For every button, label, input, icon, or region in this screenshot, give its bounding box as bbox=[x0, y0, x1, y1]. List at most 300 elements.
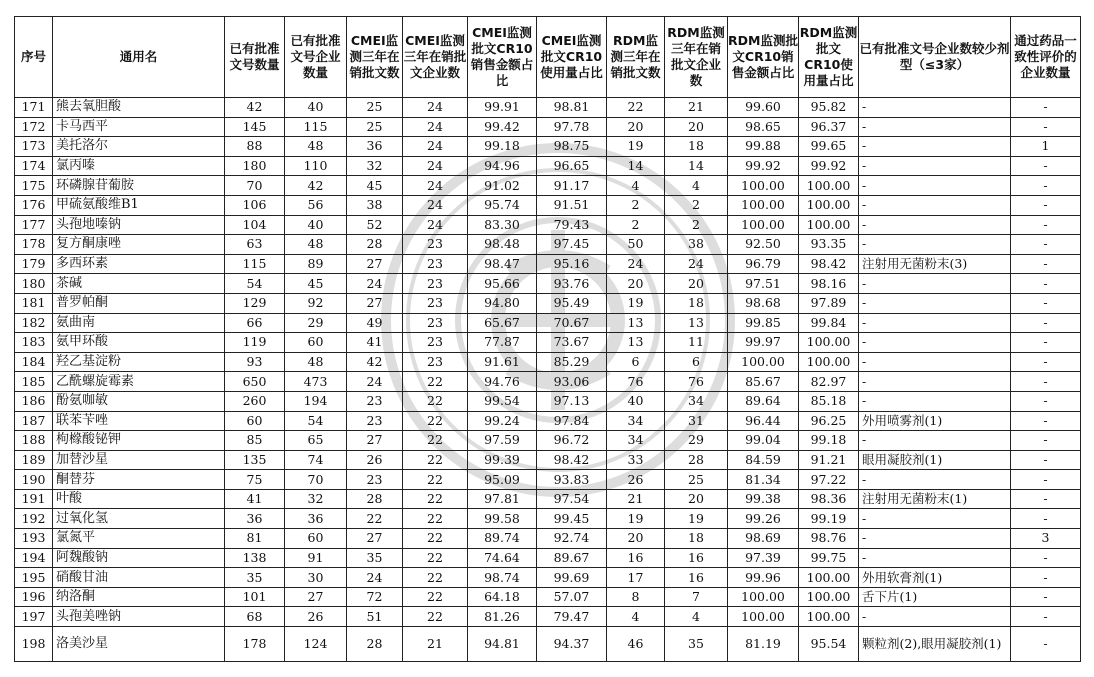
company-count: 92 bbox=[285, 293, 347, 313]
approval-count: 63 bbox=[225, 235, 285, 255]
approval-count: 106 bbox=[225, 195, 285, 215]
cmei-cr10-use: 97.54 bbox=[537, 489, 607, 509]
rdm-cr10-use: 99.84 bbox=[799, 313, 859, 333]
row-number: 196 bbox=[15, 587, 53, 607]
cmei-sold-count: 36 bbox=[347, 137, 403, 157]
cmei-cr10-sales: 99.24 bbox=[468, 411, 537, 431]
cmei-cr10-sales: 99.54 bbox=[468, 391, 537, 411]
rdm-cr10-sales: 97.51 bbox=[728, 274, 799, 294]
cmei-cr10-sales: 97.81 bbox=[468, 489, 537, 509]
rdm-cr10-sales: 99.92 bbox=[728, 156, 799, 176]
dosage-forms: 眼用凝胶剂(1) bbox=[859, 450, 1011, 470]
cmei-company-count: 22 bbox=[403, 431, 468, 451]
cmei-company-count: 22 bbox=[403, 411, 468, 431]
drug-name: 甲硫氨酸维B1 bbox=[53, 195, 225, 215]
rdm-sold-count: 2 bbox=[607, 195, 665, 215]
header-no: 序号 bbox=[15, 17, 53, 98]
cmei-cr10-use: 91.17 bbox=[537, 176, 607, 196]
company-count: 70 bbox=[285, 470, 347, 490]
drug-name: 叶酸 bbox=[53, 489, 225, 509]
rdm-company-count: 2 bbox=[665, 215, 728, 235]
rdm-sold-count: 8 bbox=[607, 587, 665, 607]
table-row bbox=[15, 509, 1081, 529]
rdm-sold-count: 6 bbox=[607, 352, 665, 372]
rdm-cr10-sales: 98.65 bbox=[728, 117, 799, 137]
cmei-company-count: 24 bbox=[403, 98, 468, 118]
table-row bbox=[15, 450, 1081, 470]
cmei-cr10-use: 79.47 bbox=[537, 607, 607, 627]
row-number: 182 bbox=[15, 313, 53, 333]
rdm-sold-count: 19 bbox=[607, 509, 665, 529]
approval-count: 75 bbox=[225, 470, 285, 490]
cmei-company-count: 24 bbox=[403, 156, 468, 176]
cmei-company-count: 22 bbox=[403, 568, 468, 588]
rdm-sold-count: 21 bbox=[607, 489, 665, 509]
approval-count: 41 bbox=[225, 489, 285, 509]
cmei-cr10-sales: 98.48 bbox=[468, 235, 537, 255]
rdm-sold-count: 26 bbox=[607, 470, 665, 490]
consistency-count: - bbox=[1011, 587, 1081, 607]
rdm-company-count: 11 bbox=[665, 333, 728, 353]
consistency-count: - bbox=[1011, 333, 1081, 353]
rdm-company-count: 35 bbox=[665, 627, 728, 662]
rdm-cr10-use: 100.00 bbox=[799, 607, 859, 627]
rdm-sold-count: 20 bbox=[607, 529, 665, 549]
cmei-sold-count: 27 bbox=[347, 254, 403, 274]
cmei-sold-count: 25 bbox=[347, 117, 403, 137]
cmei-sold-count: 28 bbox=[347, 627, 403, 662]
cmei-sold-count: 52 bbox=[347, 215, 403, 235]
cmei-sold-count: 72 bbox=[347, 587, 403, 607]
company-count: 48 bbox=[285, 235, 347, 255]
cmei-cr10-sales: 74.64 bbox=[468, 548, 537, 568]
company-count: 48 bbox=[285, 137, 347, 157]
table-row bbox=[15, 215, 1081, 235]
rdm-sold-count: 50 bbox=[607, 235, 665, 255]
cmei-cr10-use: 93.06 bbox=[537, 372, 607, 392]
drug-name: 头孢地嗪钠 bbox=[53, 215, 225, 235]
dosage-forms: 注射用无菌粉末(3) bbox=[859, 254, 1011, 274]
rdm-cr10-use: 100.00 bbox=[799, 352, 859, 372]
drug-name: 复方酮康唑 bbox=[53, 235, 225, 255]
cmei-cr10-sales: 91.61 bbox=[468, 352, 537, 372]
consistency-count: - bbox=[1011, 450, 1081, 470]
header-rdm-cr10-sales: RDM监测批文CR10销售金额占比 bbox=[728, 17, 799, 98]
cmei-cr10-sales: 99.18 bbox=[468, 137, 537, 157]
approval-count: 145 bbox=[225, 117, 285, 137]
rdm-cr10-sales: 100.00 bbox=[728, 352, 799, 372]
dosage-forms: - bbox=[859, 235, 1011, 255]
cmei-company-count: 22 bbox=[403, 509, 468, 529]
rdm-company-count: 25 bbox=[665, 470, 728, 490]
cmei-cr10-sales: 95.66 bbox=[468, 274, 537, 294]
rdm-cr10-use: 98.42 bbox=[799, 254, 859, 274]
rdm-cr10-sales: 100.00 bbox=[728, 195, 799, 215]
cmei-cr10-use: 95.49 bbox=[537, 293, 607, 313]
approval-count: 135 bbox=[225, 450, 285, 470]
dosage-forms: 外用软膏剂(1) bbox=[859, 568, 1011, 588]
rdm-cr10-use: 100.00 bbox=[799, 195, 859, 215]
approval-count: 93 bbox=[225, 352, 285, 372]
dosage-forms: - bbox=[859, 156, 1011, 176]
table-row bbox=[15, 176, 1081, 196]
cmei-sold-count: 28 bbox=[347, 489, 403, 509]
drug-name: 氯氮平 bbox=[53, 529, 225, 549]
rdm-cr10-sales: 99.60 bbox=[728, 98, 799, 118]
header-rdm-companies: RDM监测三年在销批文企业数 bbox=[665, 17, 728, 98]
dosage-forms: - bbox=[859, 529, 1011, 549]
dosage-forms: - bbox=[859, 98, 1011, 118]
drug-name: 加替沙星 bbox=[53, 450, 225, 470]
cmei-sold-count: 24 bbox=[347, 274, 403, 294]
consistency-count: - bbox=[1011, 431, 1081, 451]
rdm-company-count: 20 bbox=[665, 117, 728, 137]
cmei-cr10-sales: 99.39 bbox=[468, 450, 537, 470]
rdm-cr10-sales: 100.00 bbox=[728, 215, 799, 235]
consistency-count: - bbox=[1011, 470, 1081, 490]
cmei-sold-count: 28 bbox=[347, 235, 403, 255]
company-count: 89 bbox=[285, 254, 347, 274]
rdm-cr10-use: 91.21 bbox=[799, 450, 859, 470]
consistency-count: - bbox=[1011, 352, 1081, 372]
dosage-forms: - bbox=[859, 391, 1011, 411]
row-number: 194 bbox=[15, 548, 53, 568]
header-rdm-cr10-use: RDM监测批文CR10使用量占比 bbox=[799, 17, 859, 98]
rdm-cr10-sales: 96.44 bbox=[728, 411, 799, 431]
cmei-sold-count: 25 bbox=[347, 98, 403, 118]
rdm-company-count: 13 bbox=[665, 313, 728, 333]
cmei-cr10-sales: 64.18 bbox=[468, 587, 537, 607]
consistency-count: - bbox=[1011, 391, 1081, 411]
drug-name: 硝酸甘油 bbox=[53, 568, 225, 588]
cmei-sold-count: 22 bbox=[347, 509, 403, 529]
company-count: 36 bbox=[285, 509, 347, 529]
dosage-forms: - bbox=[859, 431, 1011, 451]
table-row bbox=[15, 274, 1081, 294]
cmei-company-count: 22 bbox=[403, 489, 468, 509]
rdm-sold-count: 22 bbox=[607, 98, 665, 118]
header-name: 通用名 bbox=[53, 17, 225, 98]
cmei-cr10-sales: 83.30 bbox=[468, 215, 537, 235]
consistency-count: - bbox=[1011, 117, 1081, 137]
dosage-forms: - bbox=[859, 215, 1011, 235]
rdm-company-count: 24 bbox=[665, 254, 728, 274]
drug-name: 枸橼酸铋钾 bbox=[53, 431, 225, 451]
rdm-sold-count: 4 bbox=[607, 607, 665, 627]
dosage-forms: - bbox=[859, 333, 1011, 353]
row-number: 186 bbox=[15, 391, 53, 411]
rdm-cr10-use: 100.00 bbox=[799, 176, 859, 196]
drug-name: 酚氨咖敏 bbox=[53, 391, 225, 411]
rdm-sold-count: 19 bbox=[607, 137, 665, 157]
approval-count: 68 bbox=[225, 607, 285, 627]
table-row bbox=[15, 568, 1081, 588]
rdm-cr10-use: 100.00 bbox=[799, 333, 859, 353]
cmei-cr10-use: 91.51 bbox=[537, 195, 607, 215]
table-row bbox=[15, 627, 1081, 662]
cmei-cr10-sales: 94.76 bbox=[468, 372, 537, 392]
rdm-company-count: 20 bbox=[665, 274, 728, 294]
approval-count: 104 bbox=[225, 215, 285, 235]
rdm-cr10-sales: 84.59 bbox=[728, 450, 799, 470]
drug-name: 美托洛尔 bbox=[53, 137, 225, 157]
row-number: 179 bbox=[15, 254, 53, 274]
rdm-cr10-sales: 99.04 bbox=[728, 431, 799, 451]
rdm-sold-count: 20 bbox=[607, 117, 665, 137]
consistency-count: - bbox=[1011, 568, 1081, 588]
cmei-cr10-sales: 99.58 bbox=[468, 509, 537, 529]
company-count: 40 bbox=[285, 98, 347, 118]
consistency-count: - bbox=[1011, 313, 1081, 333]
dosage-forms: - bbox=[859, 372, 1011, 392]
table-row bbox=[15, 235, 1081, 255]
row-number: 197 bbox=[15, 607, 53, 627]
cmei-cr10-use: 93.76 bbox=[537, 274, 607, 294]
cmei-cr10-sales: 98.47 bbox=[468, 254, 537, 274]
rdm-cr10-sales: 98.69 bbox=[728, 529, 799, 549]
rdm-sold-count: 16 bbox=[607, 548, 665, 568]
rdm-cr10-sales: 100.00 bbox=[728, 607, 799, 627]
approval-count: 101 bbox=[225, 587, 285, 607]
rdm-sold-count: 19 bbox=[607, 293, 665, 313]
rdm-sold-count: 17 bbox=[607, 568, 665, 588]
table-row bbox=[15, 431, 1081, 451]
table-row bbox=[15, 254, 1081, 274]
cmei-cr10-sales: 89.74 bbox=[468, 529, 537, 549]
table-row bbox=[15, 470, 1081, 490]
header-rdm-sold: RDM监测三年在销批文数 bbox=[607, 17, 665, 98]
drug-name: 氨曲南 bbox=[53, 313, 225, 333]
header-dosage: 已有批准文号企业数较少剂型（≤3家） bbox=[859, 17, 1011, 98]
drug-data-table bbox=[14, 16, 1081, 662]
cmei-sold-count: 27 bbox=[347, 293, 403, 313]
rdm-company-count: 2 bbox=[665, 195, 728, 215]
cmei-cr10-use: 95.16 bbox=[537, 254, 607, 274]
cmei-company-count: 23 bbox=[403, 352, 468, 372]
consistency-count: 3 bbox=[1011, 529, 1081, 549]
dosage-forms: - bbox=[859, 176, 1011, 196]
table-row bbox=[15, 607, 1081, 627]
drug-name: 酮替芬 bbox=[53, 470, 225, 490]
cmei-sold-count: 35 bbox=[347, 548, 403, 568]
cmei-cr10-use: 98.81 bbox=[537, 98, 607, 118]
rdm-cr10-sales: 99.85 bbox=[728, 313, 799, 333]
company-count: 60 bbox=[285, 529, 347, 549]
rdm-cr10-sales: 99.38 bbox=[728, 489, 799, 509]
rdm-cr10-sales: 99.97 bbox=[728, 333, 799, 353]
cmei-sold-count: 45 bbox=[347, 176, 403, 196]
company-count: 473 bbox=[285, 372, 347, 392]
rdm-cr10-use: 99.92 bbox=[799, 156, 859, 176]
table-row bbox=[15, 352, 1081, 372]
table-row bbox=[15, 372, 1081, 392]
company-count: 42 bbox=[285, 176, 347, 196]
cmei-cr10-use: 96.65 bbox=[537, 156, 607, 176]
company-count: 26 bbox=[285, 607, 347, 627]
cmei-company-count: 23 bbox=[403, 235, 468, 255]
cmei-cr10-use: 98.42 bbox=[537, 450, 607, 470]
cmei-cr10-use: 57.07 bbox=[537, 587, 607, 607]
table-row bbox=[15, 548, 1081, 568]
approval-count: 70 bbox=[225, 176, 285, 196]
rdm-cr10-use: 97.22 bbox=[799, 470, 859, 490]
dosage-forms: - bbox=[859, 274, 1011, 294]
table-row bbox=[15, 293, 1081, 313]
consistency-count: - bbox=[1011, 98, 1081, 118]
table-row bbox=[15, 529, 1081, 549]
table-row bbox=[15, 137, 1081, 157]
table-row bbox=[15, 411, 1081, 431]
approval-count: 650 bbox=[225, 372, 285, 392]
rdm-company-count: 18 bbox=[665, 293, 728, 313]
consistency-count: - bbox=[1011, 293, 1081, 313]
rdm-cr10-use: 100.00 bbox=[799, 587, 859, 607]
dosage-forms: 舌下片(1) bbox=[859, 587, 1011, 607]
row-number: 183 bbox=[15, 333, 53, 353]
cmei-company-count: 23 bbox=[403, 254, 468, 274]
cmei-cr10-use: 97.78 bbox=[537, 117, 607, 137]
rdm-cr10-sales: 100.00 bbox=[728, 176, 799, 196]
cmei-cr10-sales: 65.67 bbox=[468, 313, 537, 333]
header-consistency: 通过药品一致性评价的企业数量 bbox=[1011, 17, 1081, 98]
drug-name: 茶碱 bbox=[53, 274, 225, 294]
rdm-cr10-use: 98.36 bbox=[799, 489, 859, 509]
cmei-cr10-sales: 99.91 bbox=[468, 98, 537, 118]
cmei-cr10-use: 79.43 bbox=[537, 215, 607, 235]
row-number: 174 bbox=[15, 156, 53, 176]
consistency-count: - bbox=[1011, 254, 1081, 274]
cmei-cr10-use: 93.83 bbox=[537, 470, 607, 490]
rdm-company-count: 38 bbox=[665, 235, 728, 255]
rdm-company-count: 7 bbox=[665, 587, 728, 607]
cmei-company-count: 24 bbox=[403, 215, 468, 235]
drug-name: 环磷腺苷葡胺 bbox=[53, 176, 225, 196]
cmei-cr10-sales: 94.81 bbox=[468, 627, 537, 662]
table-row bbox=[15, 156, 1081, 176]
rdm-sold-count: 34 bbox=[607, 431, 665, 451]
approval-count: 115 bbox=[225, 254, 285, 274]
company-count: 30 bbox=[285, 568, 347, 588]
cmei-cr10-sales: 94.96 bbox=[468, 156, 537, 176]
approval-count: 129 bbox=[225, 293, 285, 313]
cmei-sold-count: 24 bbox=[347, 568, 403, 588]
rdm-cr10-sales: 92.50 bbox=[728, 235, 799, 255]
drug-name: 氨甲环酸 bbox=[53, 333, 225, 353]
rdm-company-count: 20 bbox=[665, 489, 728, 509]
cmei-company-count: 21 bbox=[403, 627, 468, 662]
rdm-cr10-use: 96.37 bbox=[799, 117, 859, 137]
rdm-company-count: 16 bbox=[665, 548, 728, 568]
rdm-sold-count: 13 bbox=[607, 313, 665, 333]
dosage-forms: - bbox=[859, 313, 1011, 333]
header-row bbox=[15, 17, 1081, 98]
rdm-cr10-sales: 99.96 bbox=[728, 568, 799, 588]
row-number: 191 bbox=[15, 489, 53, 509]
approval-count: 66 bbox=[225, 313, 285, 333]
company-count: 40 bbox=[285, 215, 347, 235]
cmei-cr10-use: 85.29 bbox=[537, 352, 607, 372]
drug-name: 头孢美唑钠 bbox=[53, 607, 225, 627]
rdm-company-count: 76 bbox=[665, 372, 728, 392]
row-number: 190 bbox=[15, 470, 53, 490]
consistency-count: - bbox=[1011, 607, 1081, 627]
row-number: 178 bbox=[15, 235, 53, 255]
approval-count: 54 bbox=[225, 274, 285, 294]
approval-count: 88 bbox=[225, 137, 285, 157]
rdm-cr10-use: 98.16 bbox=[799, 274, 859, 294]
dosage-forms: - bbox=[859, 293, 1011, 313]
rdm-company-count: 14 bbox=[665, 156, 728, 176]
row-number: 171 bbox=[15, 98, 53, 118]
row-number: 176 bbox=[15, 195, 53, 215]
row-number: 180 bbox=[15, 274, 53, 294]
consistency-count: 1 bbox=[1011, 137, 1081, 157]
company-count: 124 bbox=[285, 627, 347, 662]
drug-name: 多西环素 bbox=[53, 254, 225, 274]
cmei-sold-count: 38 bbox=[347, 195, 403, 215]
header-cmei-cr10-use: CMEI监测批文CR10使用量占比 bbox=[537, 17, 607, 98]
row-number: 195 bbox=[15, 568, 53, 588]
drug-name: 卡马西平 bbox=[53, 117, 225, 137]
dosage-forms: 颗粒剂(2),眼用凝胶剂(1) bbox=[859, 627, 1011, 662]
header-companies: 已有批准文号企业数量 bbox=[285, 17, 347, 98]
rdm-sold-count: 76 bbox=[607, 372, 665, 392]
rdm-cr10-sales: 89.64 bbox=[728, 391, 799, 411]
cmei-cr10-sales: 81.26 bbox=[468, 607, 537, 627]
cmei-cr10-sales: 98.74 bbox=[468, 568, 537, 588]
cmei-company-count: 23 bbox=[403, 274, 468, 294]
cmei-cr10-sales: 77.87 bbox=[468, 333, 537, 353]
dosage-forms: - bbox=[859, 352, 1011, 372]
dosage-forms: - bbox=[859, 607, 1011, 627]
cmei-cr10-sales: 97.59 bbox=[468, 431, 537, 451]
rdm-sold-count: 13 bbox=[607, 333, 665, 353]
header-cmei-sold: CMEI监测三年在销批文数 bbox=[347, 17, 403, 98]
approval-count: 138 bbox=[225, 548, 285, 568]
cmei-company-count: 22 bbox=[403, 548, 468, 568]
cmei-cr10-sales: 91.02 bbox=[468, 176, 537, 196]
drug-name: 普罗帕酮 bbox=[53, 293, 225, 313]
rdm-sold-count: 34 bbox=[607, 411, 665, 431]
cmei-cr10-use: 94.37 bbox=[537, 627, 607, 662]
cmei-cr10-sales: 95.74 bbox=[468, 195, 537, 215]
rdm-cr10-sales: 98.68 bbox=[728, 293, 799, 313]
cmei-company-count: 23 bbox=[403, 313, 468, 333]
consistency-count: - bbox=[1011, 274, 1081, 294]
approval-count: 85 bbox=[225, 431, 285, 451]
rdm-cr10-use: 95.54 bbox=[799, 627, 859, 662]
cmei-company-count: 22 bbox=[403, 607, 468, 627]
rdm-sold-count: 46 bbox=[607, 627, 665, 662]
company-count: 29 bbox=[285, 313, 347, 333]
consistency-count: - bbox=[1011, 372, 1081, 392]
rdm-cr10-use: 95.82 bbox=[799, 98, 859, 118]
drug-name: 熊去氧胆酸 bbox=[53, 98, 225, 118]
cmei-sold-count: 27 bbox=[347, 431, 403, 451]
cmei-company-count: 22 bbox=[403, 587, 468, 607]
cmei-cr10-sales: 94.80 bbox=[468, 293, 537, 313]
rdm-company-count: 18 bbox=[665, 529, 728, 549]
cmei-cr10-sales: 99.42 bbox=[468, 117, 537, 137]
table-row bbox=[15, 587, 1081, 607]
consistency-count: - bbox=[1011, 489, 1081, 509]
dosage-forms: - bbox=[859, 509, 1011, 529]
approval-count: 260 bbox=[225, 391, 285, 411]
row-number: 187 bbox=[15, 411, 53, 431]
company-count: 56 bbox=[285, 195, 347, 215]
header-approvals: 已有批准文号数量 bbox=[225, 17, 285, 98]
approval-count: 35 bbox=[225, 568, 285, 588]
